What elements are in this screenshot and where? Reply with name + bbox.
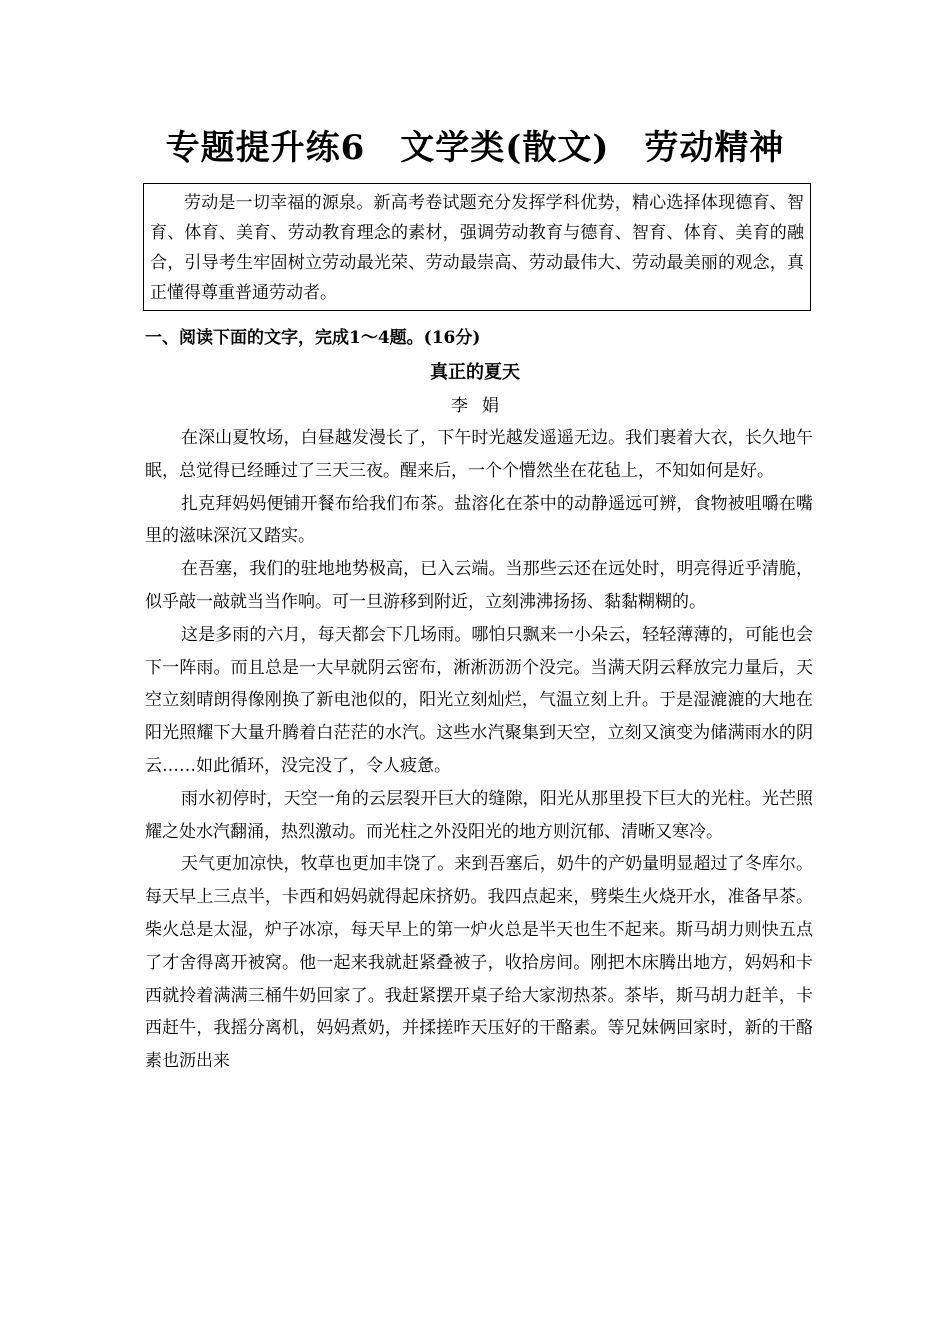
paragraph: 扎克拜妈妈便铺开餐布给我们布茶。盐溶化在茶中的动静遥远可辨，食物被咀嚼在嘴里的滋味深沉又踏实。: [145, 493, 813, 547]
article-body: [145, 422, 813, 1078]
article-title: 真正的夏天: [430, 362, 520, 383]
paragraph: 天气更加凉快，牧草也更加丰饶了。来到吾塞后，奶牛的产奶量明显超过了冬库尔。每天早上三点半，卡西和妈妈就得起床挤奶。我四点起来，劈柴生火烧开水，准备早茶。柴火总是太湿，炉子冰凉，每天早上的第一炉火总是半天也生不起来。斯马胡力则快五点了才舍得离开被窝。他一起来我就赶紧叠被子，收拾房间。刚把木床腾出地方，妈妈和卡西就拎着满满三桶牛奶回家了。我赶紧摆开桌子给大家沏热茶。茶毕，斯马胡力赶羊，卡西赶牛，我摇分离机，妈妈煮奶，并揉搓昨天压好的干酪素。等兄妹俩回家时，新的干酪素也沥出来: [145, 854, 813, 1072]
paragraph: 在深山夏牧场，白昼越发漫长了，下午时光越发遥遥无边。我们裹着大衣，长久地午眠，总觉得已经睡过了三天三夜。醒来后，一个个懵然坐在花毡上，不知如何是好。: [145, 428, 813, 481]
article-author: 李娟: [451, 396, 513, 416]
paragraph: 雨水初停时，天空一角的云层裂开巨大的缝隙，阳光从那里投下巨大的光柱。光芒照耀之处水汽翻涌，热烈激动。而光柱之外没阳光的地方则沉郁、清晰又寒冷。: [145, 788, 813, 842]
question-heading: 一、阅读下面的文字，完成1～4题。(16分): [145, 328, 481, 348]
intro-box: 劳动是一切幸福的源泉。新高考卷试题充分发挥学科优势，精心选择体现德育、智育、体育、美育、劳动教育理念的素材，强调劳动教育与德育、智育、体育、美育的融合，引导考生牢固树立劳动最光荣、劳动最崇高、劳动最伟大、劳动最美丽的观念，真正懂得尊重普通劳动者。: [143, 183, 811, 311]
paragraph: 在吾塞，我们的驻地地势极高，已入云端。当那些云还在远处时，明亮得近乎清脆，似乎敲一敲就当当作响。可一旦游移到附近，立刻沸沸扬扬、黏黏糊糊的。: [145, 559, 813, 612]
paragraph: 这是多雨的六月，每天都会下几场雨。哪怕只飘来一小朵云，轻轻薄薄的，可能也会下一阵雨。而且总是一大早就阴云密布，淅淅沥沥个没完。当满天阴云释放完力量后，天空立刻晴朗得像刚换了新电池似的，阳光立刻灿烂，气温立刻上升。于是湿漉漉的大地在阳光照耀下大量升腾着白茫茫的水汽。这些水汽聚集到天空，立刻又演变为储满雨水的阴云……如此循环，没完没了，令人疲惫。: [145, 624, 813, 776]
document-title: 专题提升练6 文学类(散文) 劳动精神: [165, 128, 785, 168]
